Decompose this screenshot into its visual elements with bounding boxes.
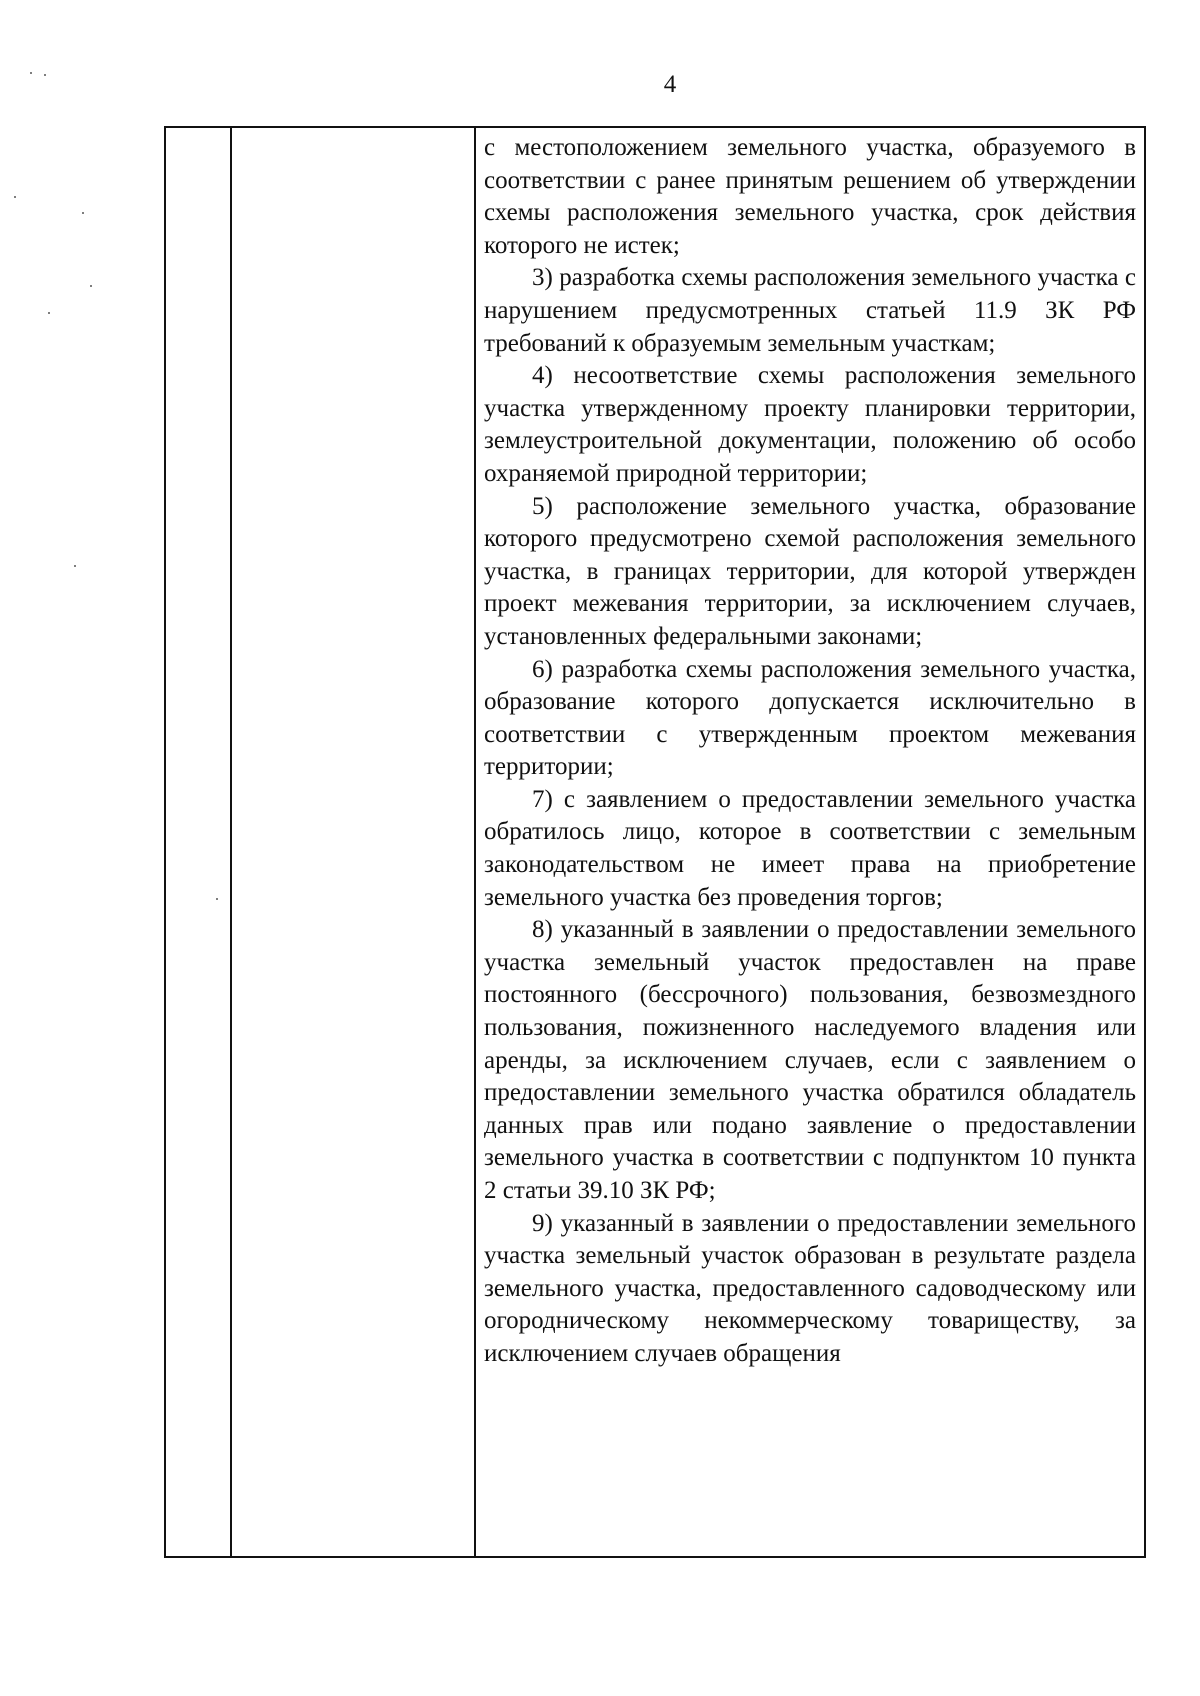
scan-speck <box>14 196 16 198</box>
scan-speck <box>82 212 84 214</box>
list-item-8: 8) указанный в заявлении о предоставлении земельного участка земельный участок предоставлен на праве постоянного (бессрочного) пользования, безвозмездного пользования, пожизненного наследуемого владения или аренды, за исключением случаев, если с заявлением о предоставлении земельного участка обратился обладатель данных прав или подано заявление о предоставлении земельного участка в соответствии с подпунктом 10 пункта 2 статьи 39.10 ЗК РФ; <box>484 916 1136 1204</box>
list-item-4: 4) несоответствие схемы расположения земельного участка утвержденному проекту планировки территории, землеустроительной документации, положению об особо охраняемой природной территории; <box>484 362 1136 487</box>
list-item-3: 3) разработка схемы расположения земельного участка с нарушением предусмотренных статьей 11.9 ЗК РФ требований к образуемым земельным участкам; <box>484 264 1136 357</box>
scan-speck <box>90 285 92 287</box>
table-text-cell <box>484 128 1136 1371</box>
column-divider-2 <box>474 128 476 1556</box>
column-divider-1 <box>230 128 232 1556</box>
list-item-5: 5) расположение земельного участка, образование которого предусмотрено схемой расположения земельного участка, в границах территории, для которой утвержден проект межевания территории, за исключением случаев, установленных федеральными законами; <box>484 492 1136 650</box>
scan-speck <box>74 565 76 567</box>
scan-speck <box>44 74 46 76</box>
list-item-9: 9) указанный в заявлении о предоставлении земельного участка земельный участок образован в результате раздела земельного участка, предоставленного садоводческому или огородническому некоммерческому товариществу, за исключением случаев обращения <box>484 1209 1136 1367</box>
page-number: 4 <box>663 71 677 98</box>
scan-speck <box>30 72 32 74</box>
requirements-table <box>164 126 1146 1558</box>
scan-speck <box>48 312 50 314</box>
continuation-paragraph: с местоположением земельного участка, образуемого в соответствии с ранее принятым решением об утверждении схемы расположения земельного участка, срок действия которого не истек; <box>484 134 1136 259</box>
scan-speck <box>216 898 218 900</box>
list-item-7: 7) с заявлением о предоставлении земельного участка обратилось лицо, которое в соответствии с земельным законодательством не имеет права на приобретение земельного участка без проведения торгов; <box>484 785 1136 911</box>
list-item-6: 6) разработка схемы расположения земельного участка, образование которого допускается исключительно в соответствии с утвержденным проектом межевания территории; <box>484 655 1136 781</box>
